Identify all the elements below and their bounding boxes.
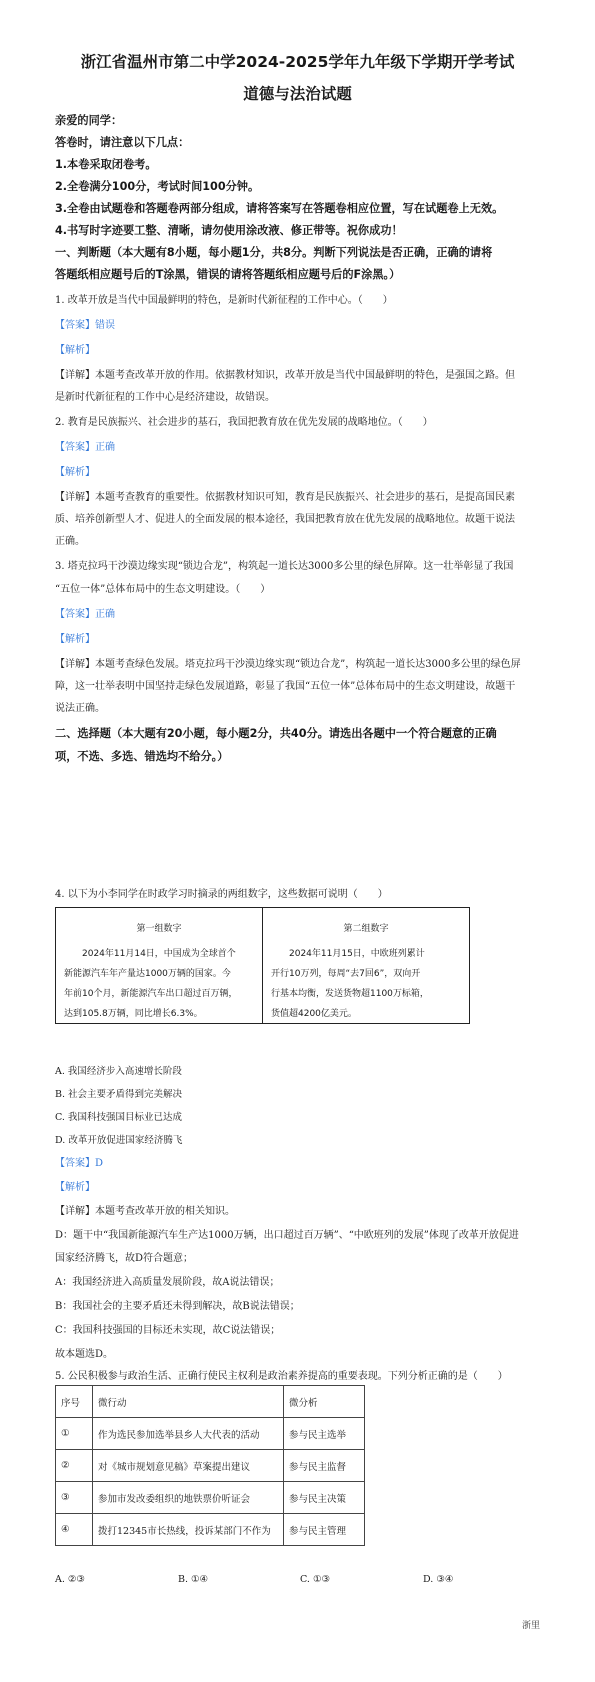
q4-group1-line: 新能源汽车年产量达1000万辆的国家。今 (64, 969, 231, 979)
q2-answer: 【答案】正确 (55, 442, 115, 453)
q5-table (55, 1385, 365, 1546)
q4-answer: 【答案】D (55, 1158, 104, 1169)
q5-cell-analysis: 参与民主监督 (284, 1450, 365, 1482)
q4-group2-line: 货值超4200亿美元。 (271, 1009, 357, 1019)
q5-cell-analysis: 参与民主选举 (284, 1418, 365, 1450)
table-row (56, 1450, 365, 1482)
table-row (56, 1418, 365, 1450)
q1-detail: 是新时代新征程的工作中心是经济建设，故错误。 (55, 392, 275, 403)
q2-analysis-label: 【解析】 (55, 467, 95, 478)
q2-stem: 2. 教育是民族振兴、社会进步的基石，我国把教育放在优先发展的战略地位。（ ） (55, 417, 433, 428)
q4-group2-head: 第二组数字 (343, 924, 389, 934)
q4-option-d: D. 改革开放促进国家经济腾飞 (55, 1135, 183, 1146)
q5-cell-action: 参加市发改委组织的地铁票价听证会 (93, 1482, 284, 1514)
q4-detail: C：我国科技强国的目标还未实现，故C说法错误； (55, 1325, 281, 1336)
q4-group1-head: 第一组数字 (136, 924, 182, 934)
q3-detail: 说法正确。 (55, 703, 105, 714)
q5-option-d: D. ③④ (423, 1574, 454, 1585)
q5-cell-index: ④ (56, 1514, 93, 1546)
q1-detail: 【详解】本题考查改革开放的作用。依据教材知识，改革开放是当代中国最鲜明的特色，是强国之路。但 (55, 370, 515, 381)
section1-heading: 答题纸相应题号后的T涂黑，错误的请将答题纸相应题号后的F涂黑。） (55, 268, 401, 281)
section2-heading: 二、选择题（本大题有20小题，每小题2分，共40分。请选出各题中一个符合题意的正确 (55, 727, 497, 740)
q5-option-a: A. ②③ (55, 1574, 85, 1585)
q4-group2-line: 开行10万列，每周“去7回6”，双向开 (271, 969, 421, 979)
q1-answer: 【答案】错误 (55, 320, 115, 331)
q5-option-c: C. ①③ (300, 1574, 331, 1585)
notice-line: 答卷时，请注意以下几点： (55, 136, 190, 149)
q5-header-index: 序号 (56, 1386, 93, 1418)
q2-detail: 正确。 (55, 536, 85, 547)
q4-group1-line: 2024年11月14日，中国成为全球首个 (64, 949, 236, 959)
q4-group2-line: 2024年11月15日，中欧班列累计 (271, 949, 425, 959)
q1-stem: 1. 改革开放是当代中国最鲜明的特色，是新时代新征程的工作中心。（ ） (55, 295, 393, 306)
q4-option-c: C. 我国科技强国目标业已达成 (55, 1112, 182, 1123)
q5-option-b: B. ①④ (178, 1574, 209, 1585)
table-row (56, 1514, 365, 1546)
q3-detail: 障，这一壮举表明中国坚持走绿色发展道路，彰显了我国“五位一体”总体布局中的生态文明建设，故题干 (55, 681, 516, 692)
exam-title: 浙江省温州市第二中学2024-2025学年九年级下学期开学考试 (80, 53, 515, 71)
notice-line: 3.全卷由试题卷和答题卷两部分组成，请将答案写在答题卷相应位置，写在试题卷上无效。 (55, 202, 504, 215)
q4-detail: B：我国社会的主要矛盾还未得到解决，故B说法错误； (55, 1301, 300, 1312)
q5-cell-analysis: 参与民主决策 (284, 1482, 365, 1514)
q2-detail: 【详解】本题考查教育的重要性。依据教材知识可知，教育是民族振兴、社会进步的基石，是提高国民素 (55, 492, 515, 503)
q3-analysis-label: 【解析】 (55, 634, 95, 645)
table-row (56, 1482, 365, 1514)
q5-cell-index: ② (56, 1450, 93, 1482)
q5-cell-index: ① (56, 1418, 93, 1450)
q3-answer: 【答案】正确 (55, 609, 115, 620)
q4-group2-line: 行基本均衡，发送货物超1100万标箱， (271, 989, 429, 999)
q4-group2-cell (263, 908, 470, 1024)
q4-detail: A：我国经济进入高质量发展阶段，故A说法错误； (55, 1277, 280, 1288)
q3-detail: 【详解】本题考查绿色发展。塔克拉玛干沙漠边缘实现“锁边合龙”，构筑起一道长达3000多公里的绿色屏 (55, 659, 521, 670)
q4-group1-line: 达到105.8万辆，同比增长6.3%。 (64, 1009, 203, 1019)
q4-analysis-label: 【解析】 (55, 1182, 95, 1193)
q5-cell-action: 作为选民参加选举县乡人大代表的活动 (93, 1418, 284, 1450)
page-footer-mark: 浙里 (521, 1621, 540, 1631)
q5-cell-index: ③ (56, 1482, 93, 1514)
q2-detail: 质、培养创新型人才、促进人的全面发展的根本途径，我国把教育放在优先发展的战略地位。故题干说法 (55, 514, 515, 525)
q4-option-a: A. 我国经济步入高速增长阶段 (55, 1066, 182, 1077)
q5-cell-action: 拨打12345市长热线，投诉某部门不作为 (93, 1514, 284, 1546)
q1-analysis-label: 【解析】 (55, 345, 95, 356)
q4-group1-cell (56, 908, 263, 1024)
section2-heading: 项，不选、多选、错选均不给分。） (55, 750, 229, 763)
q4-option-b: B. 社会主要矛盾得到完美解决 (55, 1089, 183, 1100)
notice-line: 2.全卷满分100分，考试时间100分钟。 (55, 180, 260, 193)
q5-stem: 5. 公民积极参与政治生活、正确行使民主权利是政治素养提高的重要表现。下列分析正确的是（ ） (55, 1371, 508, 1382)
exam-subtitle: 道德与法治试题 (243, 85, 352, 103)
q5-header-action: 微行动 (93, 1386, 284, 1418)
q5-header-analysis: 微分析 (284, 1386, 365, 1418)
section1-heading: 一、判断题（本大题有8小题，每小题1分，共8分。判断下列说法是否正确，正确的请将 (55, 246, 493, 259)
notice-line: 4.书写时字迹要工整、清晰，请勿使用涂改液、修正带等。祝你成功！ (55, 224, 403, 237)
q4-detail: 故本题选D。 (55, 1349, 114, 1360)
q5-cell-analysis: 参与民主管理 (284, 1514, 365, 1546)
q5-cell-action: 对《城市规划意见稿》草案提出建议 (93, 1450, 284, 1482)
q4-stem: 4. 以下为小李同学在时政学习时摘录的两组数字，这些数据可说明（ ） (55, 889, 388, 900)
q4-detail: 【详解】本题考查改革开放的相关知识。 (55, 1206, 235, 1217)
q4-group1-line: 年前10个月，新能源汽车出口超过百万辆， (64, 989, 238, 999)
q4-data-table (55, 907, 470, 1024)
q3-stem: 3. 塔克拉玛干沙漠边缘实现“锁边合龙”，构筑起一道长达3000多公里的绿色屏障。这一壮举彰显了我国 (55, 561, 514, 572)
notice-line: 1.本卷采取闭卷考。 (55, 158, 157, 171)
table-header-row (56, 1386, 365, 1418)
q3-stem: “五位一体”总体布局中的生态文明建设。（ ） (55, 584, 271, 595)
q4-detail: 国家经济腾飞，故D符合题意； (55, 1253, 194, 1264)
notice-line: 亲爱的同学： (55, 114, 123, 127)
q4-detail: D：题干中“我国新能源汽车生产达1000万辆，出口超过百万辆”、“中欧班列的发展”体现了改革开放促进 (55, 1230, 519, 1241)
